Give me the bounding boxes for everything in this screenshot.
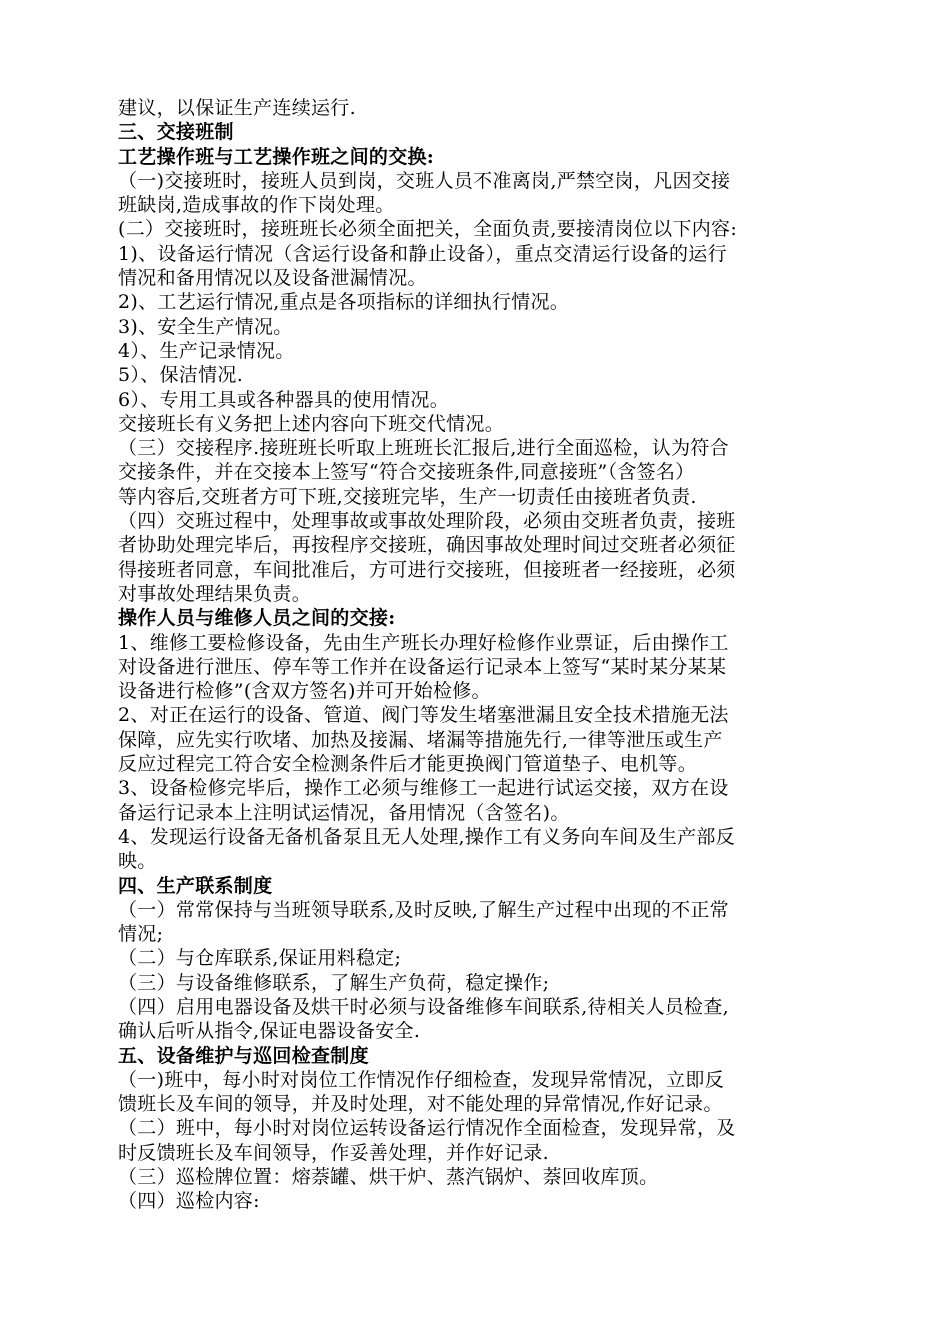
text-line: （三）巡检牌位置：熔萘罐、烘干炉、蒸汽锅炉、萘回收库顶。 (118, 1166, 659, 1189)
text-line: （一)交接班时，接班人员到岗，交班人员不准离岗,严禁空岗，凡因交接 (118, 169, 731, 192)
text-line: 映。 (118, 850, 157, 873)
text-line: 交接班长有义务把上述内容向下班交代情况。 (118, 412, 505, 435)
text-line: 等内容后,交班者方可下班,交接班完毕，生产一切责任由接班者负责. (118, 485, 697, 508)
text-line: 对事故处理结果负责。 (118, 582, 312, 605)
text-line: 3)、安全生产情况。 (118, 315, 293, 338)
section-heading: 操作人员与维修人员之间的交接: (118, 607, 396, 630)
text-line: 5）、保洁情况. (118, 364, 244, 387)
text-line: 建议，以保证生产连续运行. (118, 97, 356, 119)
text-line: 班缺岗,造成事故的作下岗处理。 (118, 194, 395, 217)
text-line: 对设备进行泄压、停车等工作并在设备运行记录本上签写“某时某分某某 (118, 655, 727, 678)
section-heading: 四、生产联系制度 (118, 874, 273, 897)
text-line: 保障，应先实行吹堵、加热及接漏、堵漏等措施先行,一律等泄压或生产 (118, 728, 723, 751)
text-line: 4、发现运行设备无备机备泵且无人处理,操作工有义务向车间及生产部反 (118, 825, 736, 848)
text-line: 交接条件，并在交接本上签写“符合交接班条件,同意接班”（含签名） (118, 461, 695, 484)
text-line: 时反馈班长及车间领导，作妥善处理，并作好记录. (118, 1141, 549, 1164)
section-heading: 三、交接班制 (118, 121, 234, 144)
text-line: （二）班中，每小时对岗位运转设备运行情况作全面检查，发现异常，及 (118, 1117, 736, 1140)
text-line: （一）常常保持与当班领导联系,及时反映,了解生产过程中出现的不正常 (118, 898, 729, 921)
text-line: 1、维修工要检修设备，先由生产班长办理好检修作业票证，后由操作工 (118, 631, 729, 654)
text-line: 反应过程完工符合安全检测条件后才能更换阀门管道垫子、电机等。 (118, 753, 698, 776)
text-line: 者协助处理完毕后，再按程序交接班，确因事故处理时间过交班者必须征 (118, 534, 736, 557)
text-line: 3、设备检修完毕后，操作工必须与维修工一起进行试运交接，双方在设 (118, 777, 729, 800)
text-line: （四）启用电器设备及烘干时必须与设备维修车间联系,待相关人员检查, (118, 995, 729, 1018)
text-line: 4）、生产记录情况。 (118, 339, 295, 362)
text-line: 馈班长及车间的领导，并及时处理，对不能处理的异常情况,作好记录。 (118, 1093, 723, 1116)
text-line: （三）交接程序.接班班长听取上班班长汇报后,进行全面巡检，认为符合 (118, 437, 729, 460)
text-line: 情况; (118, 923, 164, 946)
text-line: （一)班中，每小时对岗位工作情况作仔细检查，发现异常情况，立即反 (118, 1068, 725, 1091)
text-line: （三）与设备维修联系，了解生产负荷，稳定操作; (118, 971, 550, 994)
text-line: （二）与仓库联系,保证用料稳定; (118, 947, 402, 970)
text-line: 1)、设备运行情况（含运行设备和静止设备），重点交清运行设备的运行 (118, 242, 727, 265)
text-line: 情况和备用情况以及设备泄漏情况。 (118, 267, 427, 290)
text-line: 确认后听从指令,保证电器设备安全. (118, 1020, 421, 1043)
document-page (118, 96, 838, 1214)
text-line: (二）交接班时，接班班长必须全面把关，全面负责,要接清岗位以下内容: (118, 218, 738, 241)
text-line: 备运行记录本上注明试运情况，备用情况（含签名)。 (118, 801, 570, 824)
text-line: 2、对正在运行的设备、管道、阀门等发生堵塞泄漏且安全技术措施无法 (118, 704, 729, 727)
section-heading: 五、设备维护与巡回检查制度 (118, 1044, 369, 1067)
text-line: 6）、专用工具或各种器具的使用情况。 (118, 388, 449, 411)
text-line: 得接班者同意，车间批准后，方可进行交接班，但接班者一经接班，必须 (118, 558, 736, 581)
text-line: （四）交班过程中，处理事故或事故处理阶段，必须由交班者负责，接班 (118, 510, 736, 533)
section-heading: 工艺操作班与工艺操作班之间的交换: (118, 145, 435, 168)
text-line: 2)、工艺运行情况,重点是各项指标的详细执行情况。 (118, 291, 570, 314)
text-line: 设备进行检修”(含双方签名)并可开始检修。 (118, 680, 491, 703)
text-line: （四）巡检内容: (118, 1190, 260, 1213)
